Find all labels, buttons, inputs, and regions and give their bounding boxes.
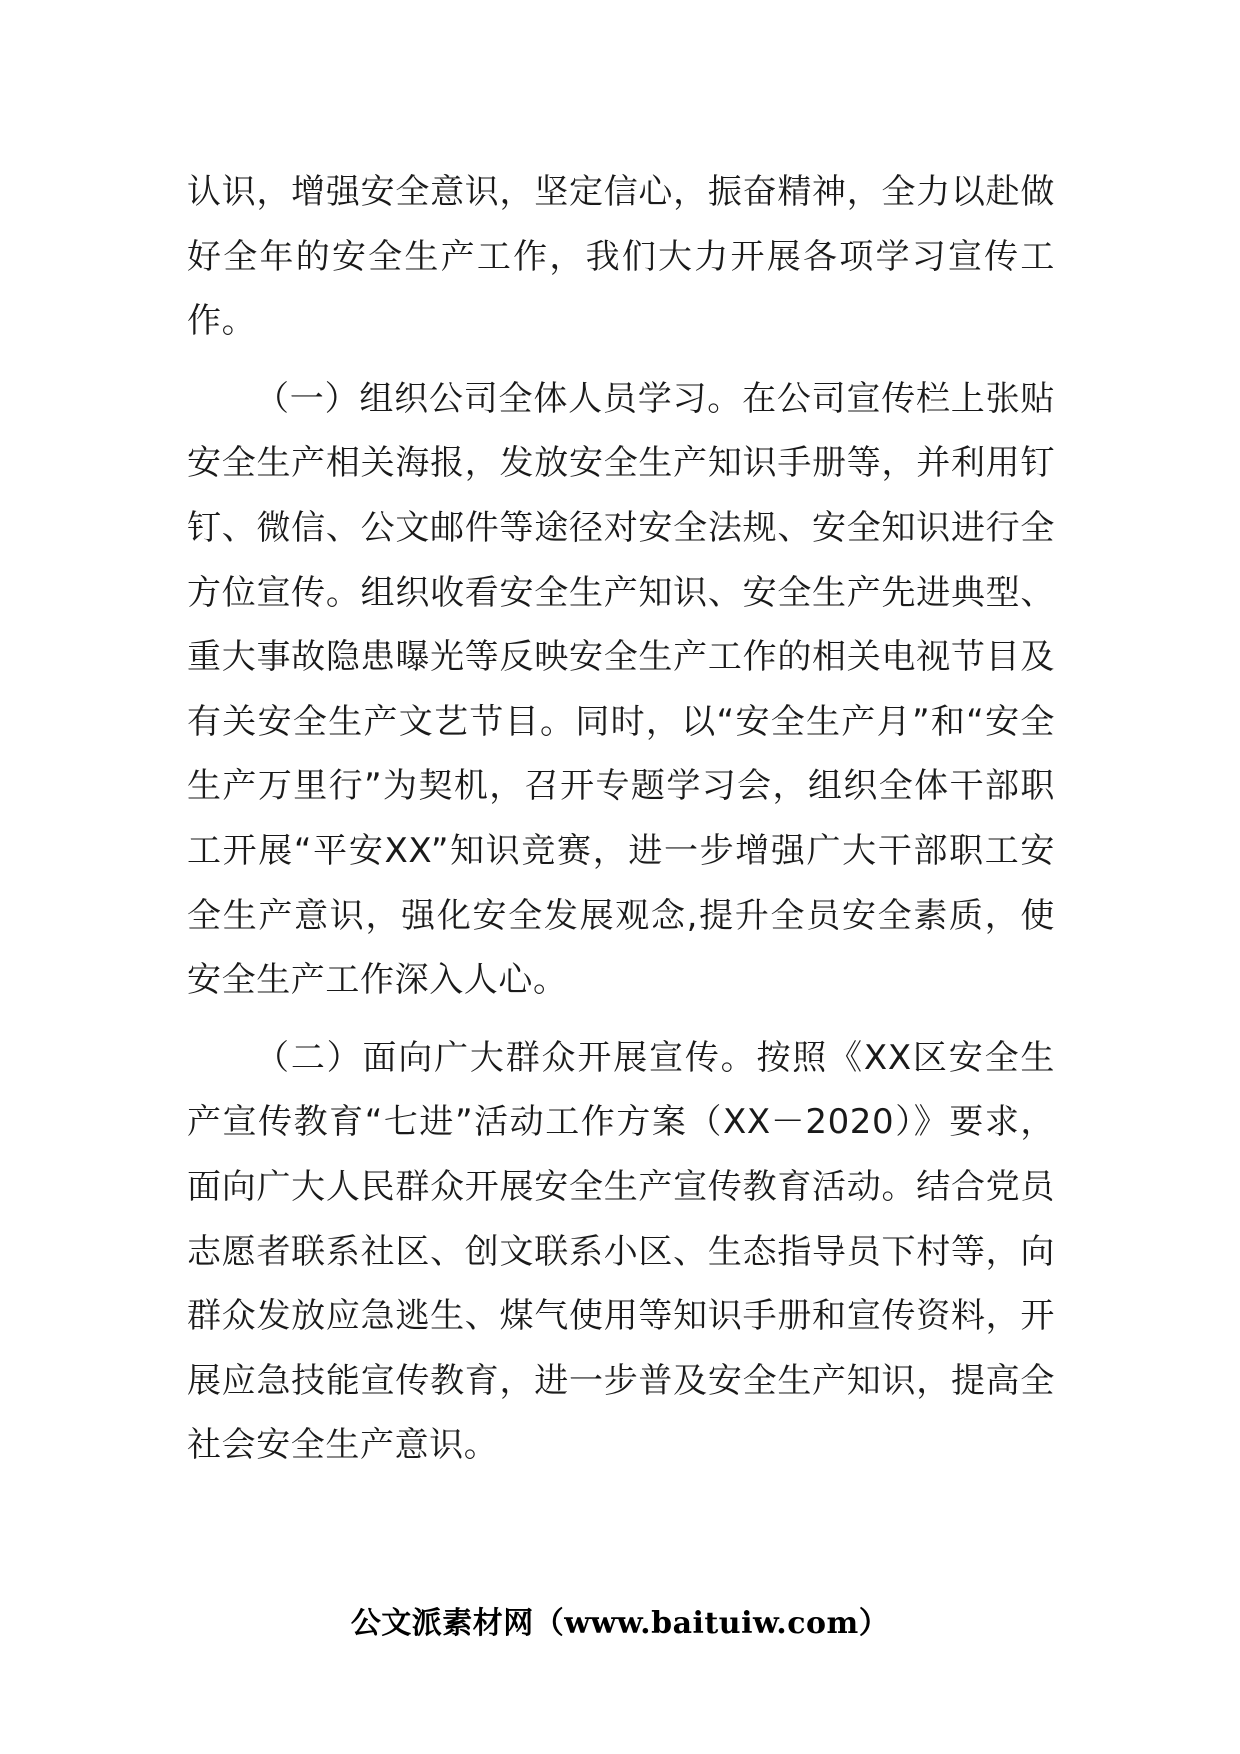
page-footer-watermark: 公文派素材网（www.baituiw.com） [350,1606,890,1641]
paragraph-section-2: （二）面向广大群众开展宣传。按照《XX区安全生产宣传教育“七进”活动工作方案（XX－2020）》要求，面向广大人民群众开展安全生产宣传教育活动。结合党员志愿者联系社区、创文联系小区、生态指导员下村等，向群众发放应急逃生、煤气使用等知识手册和宣传资料，开展应急技能宣传教育，进一步普及安全生产知识，提高全社会安全生产意识。 [187,1037,1055,1466]
paragraph-intro: 认识，增强安全意识，坚定信心，振奋精神，全力以赴做好全年的安全生产工作，我们大力开展各项学习宣传工作。 [187,172,1055,342]
document-body [187,160,1055,1491]
paragraph-section-1: （一）组织公司全体人员学习。在公司宣传栏上张贴安全生产相关海报，发放安全生产知识手册等，并利用钉钉、微信、公文邮件等途径对安全法规、安全知识进行全方位宣传。组织收看安全生产知识、安全生产先进典型、重大事故隐患曝光等反映安全生产工作的相关电视节目及有关安全生产文艺节目。同时，以“安全生产月”和“安全生产万里行”为契机，召开专题学习会，组织全体干部职工开展“平安XX”知识竞赛，进一步增强广大干部职工安全生产意识，强化安全发展观念,提升全员安全素质，使安全生产工作深入人心。 [187,378,1055,1001]
